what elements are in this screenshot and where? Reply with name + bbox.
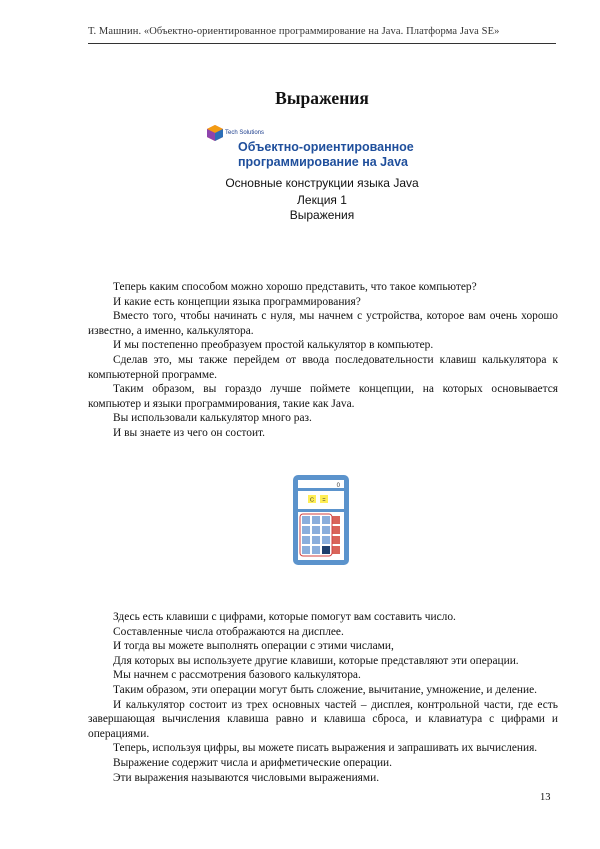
- course-title-line1: Объектно-ориентированное: [238, 140, 414, 154]
- calculator-illustration: [292, 474, 350, 566]
- paragraph: И мы постепенно преобразуем простой калькулятор в компьютер.: [113, 339, 434, 352]
- paragraph: Здесь есть клавиши с цифрами, которые помогут вам составить число.: [113, 611, 456, 623]
- text-block-intro: [88, 280, 558, 441]
- digit-key: [322, 536, 330, 544]
- slide-subtitle: Основные конструкции языка Java: [225, 176, 419, 190]
- paragraph: Вы использовали калькулятор много раз.: [113, 412, 312, 425]
- course-title-line2: программирование на Java: [238, 155, 408, 169]
- calculator-clear-key-label: C: [310, 497, 314, 504]
- paragraph: Таким образом, эти операции могут быть сложение, вычитание, умножение, и деление.: [113, 683, 538, 696]
- paragraph: Мы начнем с рассмотрения базового калькулятора.: [113, 669, 361, 682]
- paragraph: И тогда вы можете выполнять операции с этими числами,: [113, 640, 394, 653]
- page-number: 13: [540, 792, 551, 803]
- lecture-title-slide: [202, 118, 442, 266]
- operator-key: [332, 536, 340, 544]
- paragraph: Вместо того, чтобы начинать с нуля, мы начнем с устройства, которое вам очень хорошо известно, а именно, калькулятора.: [88, 310, 558, 337]
- operator-key: [332, 516, 340, 524]
- paragraph: Составленные числа отображаются на дисплее.: [113, 625, 344, 638]
- logo-brand-text: Tech Solutions: [225, 130, 265, 136]
- digit-key: [322, 526, 330, 534]
- paragraph: И какие есть концепции языка программирования?: [113, 295, 361, 308]
- calculator-display-value: 0: [336, 483, 340, 489]
- slide-topic: Выражения: [289, 208, 355, 222]
- calculator-equals-key-label: =: [322, 497, 326, 504]
- digit-key: [312, 516, 320, 524]
- paragraph: Для которых вы используете другие клавиши, которые представляют эти операции.: [113, 654, 519, 667]
- digit-key: [302, 546, 310, 554]
- operator-key: [332, 546, 340, 554]
- digit-key: [312, 536, 320, 544]
- paragraph: И калькулятор состоит из трех основных частей – дисплея, контрольной части, где есть завершающая вычисления клавиша равно и клавиша сброса, и клавиатура с цифрами и операциями.: [88, 698, 558, 740]
- dark-key: [322, 546, 330, 554]
- operator-key: [332, 526, 340, 534]
- paragraph: Выражение содержит числа и арифметические операции.: [113, 756, 392, 769]
- digit-key: [322, 516, 330, 524]
- paragraph: Сделав это, мы также перейдем от ввода последовательности клавиш калькулятора к компьютерной программе.: [88, 353, 558, 381]
- running-header: Т. Машнин. «Объектно-ориентированное программирование на Java. Платформа Java SE»: [88, 26, 556, 44]
- digit-key: [312, 526, 320, 534]
- paragraph: Эти выражения называются числовыми выражениями.: [113, 771, 380, 784]
- paragraph: Таким образом, вы гораздо лучше поймете концепции, на которых основывается компьютер и языки программирования, такие как Java.: [88, 383, 558, 410]
- course-title: [238, 140, 438, 170]
- paragraph: И вы знаете из чего он состоит.: [113, 426, 266, 439]
- text-block-calculator: [88, 610, 558, 785]
- paragraph: Теперь каким способом можно хорошо представить, что такое компьютер?: [113, 281, 477, 293]
- slide-lecture-number: Лекция 1: [297, 193, 347, 207]
- chapter-title: Выражения: [275, 88, 369, 108]
- digit-key: [312, 546, 320, 554]
- digit-key: [302, 526, 310, 534]
- paragraph: Теперь, используя цифры, вы можете писать выражения и запрашивать их вычисления.: [113, 742, 538, 755]
- digit-key: [302, 536, 310, 544]
- digit-key: [302, 516, 310, 524]
- tech-solutions-logo-icon: [206, 124, 224, 146]
